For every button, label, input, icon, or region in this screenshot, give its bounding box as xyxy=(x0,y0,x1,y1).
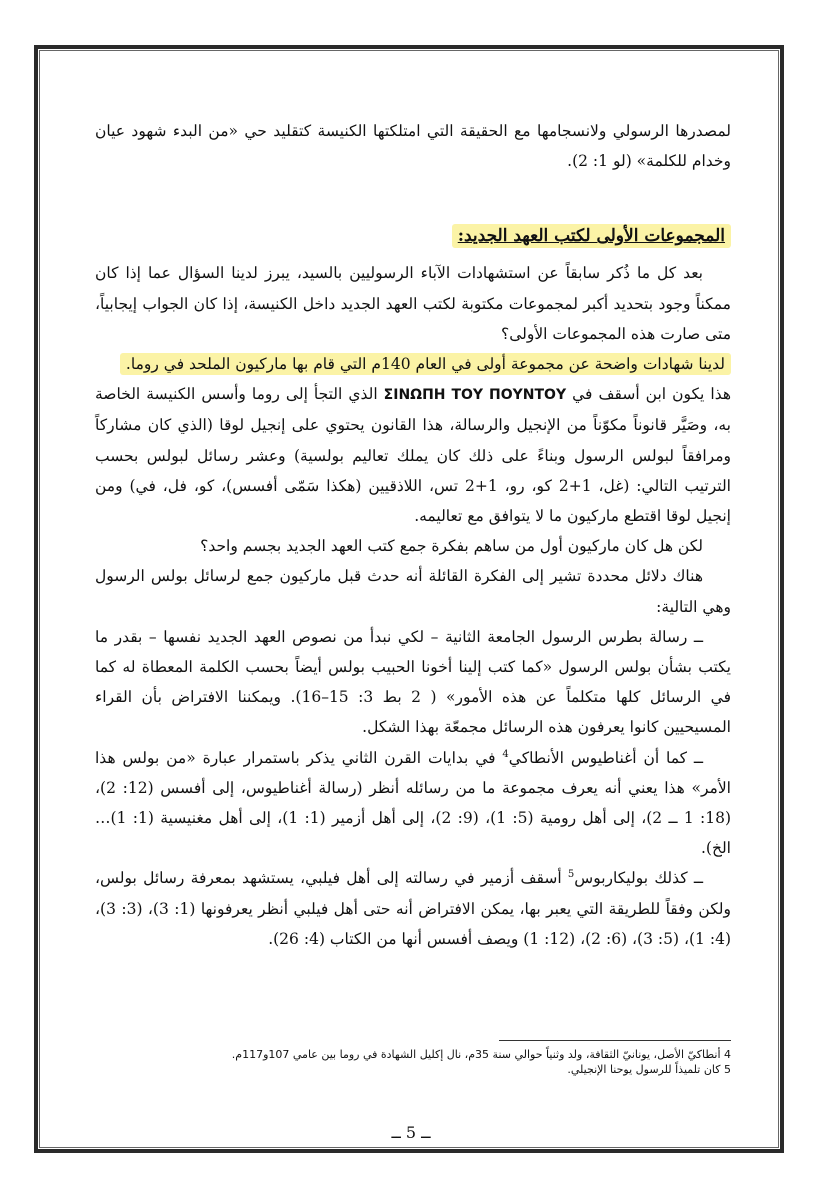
section-heading xyxy=(95,220,731,252)
paragraph-polycarp xyxy=(95,863,731,954)
section-heading-text: المجموعات الأولى لكتب العهد الجديد: xyxy=(452,224,731,248)
paragraph-marcion-start: هذا يكون ابن أسقف في xyxy=(566,385,731,404)
footnote-ref-5: 5 xyxy=(567,869,575,881)
page-number: ــ 5 ــ xyxy=(391,1123,431,1142)
page-body xyxy=(95,116,731,954)
paragraph-question: بعد كل ما ذُكر سابقاً عن استشهادات الآباء الرسوليين بالسيد، يبرز لدينا السؤال عما إذا كان ممكناً وجود بتحديد أكبر لمجموعات مكتوبة لكتب العهد الجديد داخل الكنيسة، إذا كان الجواب إيجابياً، متى صارت هذه المجموعات الأولى؟ xyxy=(95,264,731,343)
paragraph-marcion-question: لكن هل كان ماركيون أول من ساهم بفكرة جمع كتب العهد الجديد بجسم واحد؟ xyxy=(200,537,703,556)
paragraph-ignatius-start: ــ كما أن أغناطيوس الأنطاكي xyxy=(508,748,703,767)
footnotes xyxy=(95,1040,731,1077)
paragraph-ignatius xyxy=(95,743,731,864)
paragraph-ignatius-rest: في بدايات القرن الثاني يذكر باستمرار عبارة «من بولس هذا الأمر» هذا يعني أنه يعرف مجموعة ما من رسائله أنظر (رسالة أغناطيوس، إلى أفسس (12: 2)، (18: 1 ــ 2)، إلى أهل رومية (5: 1)، (9: 2)، إلى أهل أزمير (1: 1)، إلى أهل مغنيسية (1: 1)… الخ). xyxy=(95,748,732,858)
footnote-divider xyxy=(499,1040,731,1041)
paragraph-peter: ــ رسالة بطرس الرسول الجامعة الثانية – لكي نبدأ من نصوص العهد الجديد نفسها – بقدر ما يكتب بشأن بولس الرسول «كما كتب إلينا أخونا الحبيب بولس أيضاً بحسب الكلمة المعطاة له كما في الرسائل كلها متكلماً عن هذه الأمور» ( 2 بط 3: 15–16). ويمكننا الافتراض بأن القراء المسيحيين كانوا يعرفون هذه الرسائل مجمعّة بهذا الشكل. xyxy=(95,627,732,737)
paragraph-evidence-intro: هناك دلائل محددة تشير إلى الفكرة القائلة أنه حدث قبل ماركيون جمع لرسائل بولس الرسول وهي التالية: xyxy=(95,567,731,616)
paragraph-polycarp-rest: أسقف أزمير في رسالته إلى أهل فيلبي، يستشهد بمعرفة رسائل بولس، ولكن وفقاً للطريقة التي يعبر بها، يمكن الافتراض أنه حتى أهل فيلبي أنظر يعرفونها (1: 3)، (3: 3)، (4: 1)، (5: 3)، (6: 2)، (12: 1) ويصف أفسس أنها من الكتاب (4: 26). xyxy=(95,869,732,948)
paragraph-marcion xyxy=(95,379,731,531)
highlight-paragraph xyxy=(95,349,731,379)
paragraph-marcion-rest: الذي التجأ إلى روما وأسس الكنيسة الخاصة به، وصَيَّر قانوناً مكوّناً من الإنجيل والرسالة، هذا القانون يحتوي على إنجيل لوقا (الذي كان مشاركاً ومرافقاً لبولس الرسول وبناءً على ذلك كان يملك تعاليم بولسية) وعشر رسائل لبولس بحسب الترتيب التالي: (غل، 1+2 كو، رو، 1+2 تس، اللاذقيين (هكذا سَمّى أفسس)، كو، فل، في) ومن إنجيل لوقا اقتطع ماركيون ما لا يتوافق مع تعاليمه. xyxy=(95,385,731,526)
highlighted-statement: لدينا شهادات واضحة عن مجموعة أولى في العام 140م التي قام بها ماركيون الملحد في روما. xyxy=(120,353,731,375)
footnote-4: 4 أنطاكيّ الأصل، يونانيّ الثقافة، ولد وثنياً حوالي سنة 35م، نال إكليل الشهادة في روما بين عامي 107و117م. xyxy=(231,1048,731,1061)
footnote-ref-4: 4 xyxy=(502,748,509,760)
footnote-5: 5 كان تلميذاً للرسول يوحنا الإنجيلي. xyxy=(567,1063,731,1076)
greek-place-name: ΣΙΝΩΠΗ ΤΟΥ ΠΟΥΝΤΟΥ xyxy=(383,387,567,404)
intro-paragraph: لمصدرها الرسولي ولانسجامها مع الحقيقة التي امتلكتها الكنيسة كتقليد حي «من البدء شهود عيان وخدام للكلمة» (لو 1: 2). xyxy=(95,122,731,171)
paragraph-polycarp-start: ــ كذلك بوليكاربوس xyxy=(574,869,703,888)
